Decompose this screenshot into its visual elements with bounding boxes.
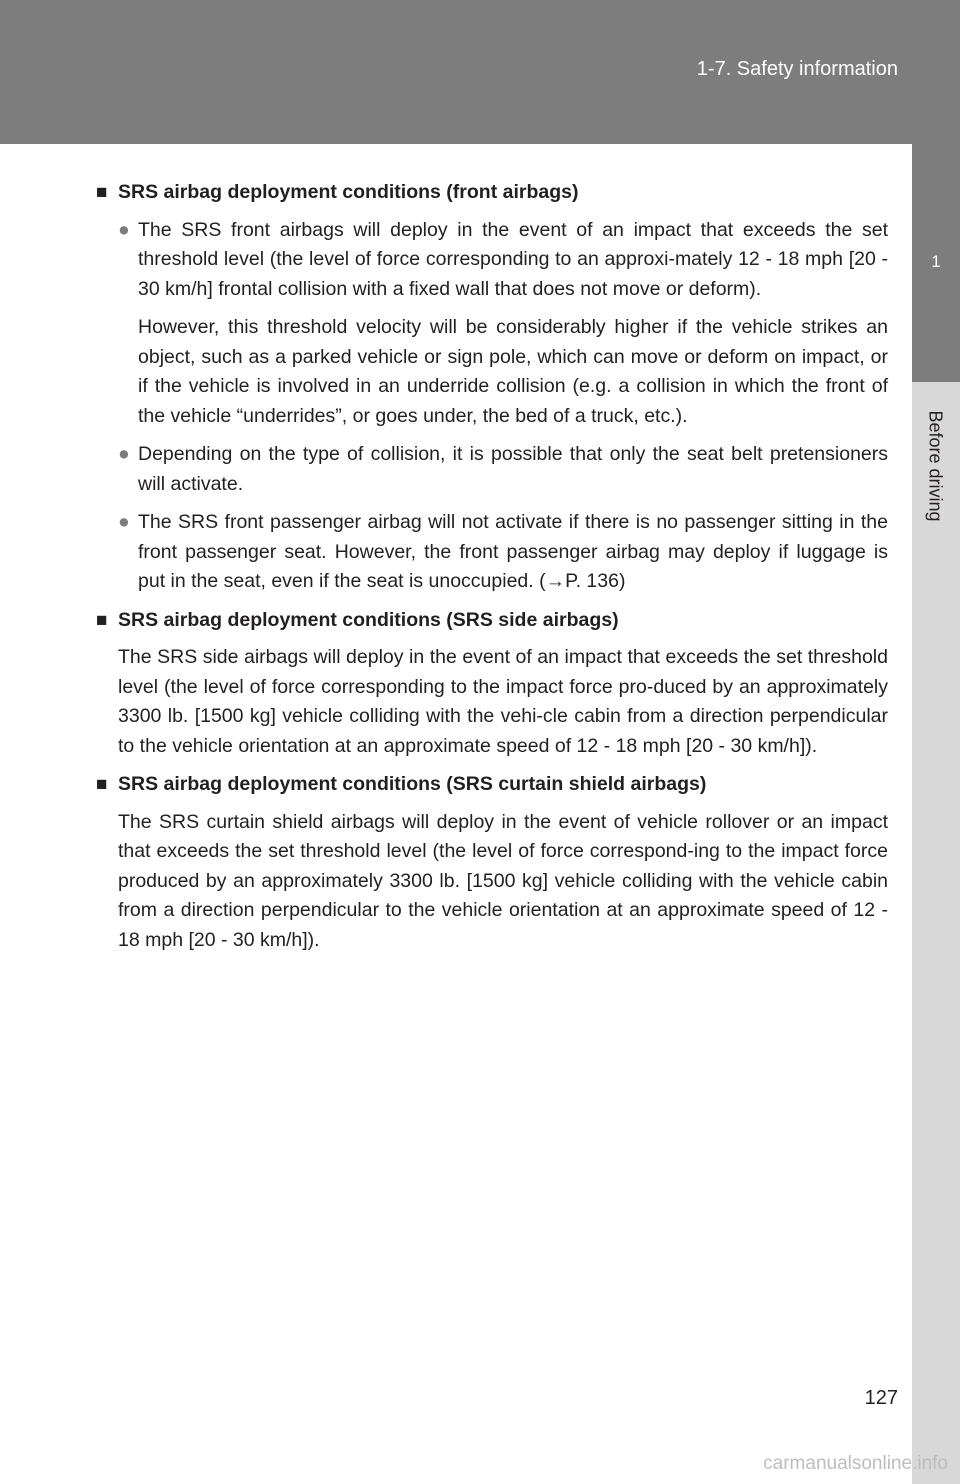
bullet-item [118, 508, 888, 597]
section-front-airbags [96, 178, 888, 597]
heading-text: SRS airbag deployment conditions (SRS curtain shield airbags) [118, 773, 707, 795]
bullet-item [118, 216, 888, 305]
bullet-item [118, 440, 888, 499]
page-header [0, 0, 960, 144]
bullet-text: Depending on the type of collision, it is possible that only the seat belt pretensioners will activate. [138, 443, 888, 495]
page-content [96, 178, 888, 964]
square-bullet-icon: ■ [96, 609, 108, 631]
bullet-continuation: However, this threshold velocity will be considerably higher if the vehicle strikes an object, such as a parked vehicle or sign pole, which can move or deform on impact, or if the vehicle is involved in an underride collision (e.g. a collision in which the front of the vehicle “underrides”, or goes under, the bed of a truck, etc.). [138, 316, 888, 427]
square-bullet-icon: ■ [96, 182, 108, 203]
section-heading [96, 178, 888, 208]
circle-bullet-icon: ● [118, 218, 130, 241]
bullet-text: The SRS front airbags will deploy in the event of an impact that exceeds the set threshold level (the level of force corresponding to an approxi-mately 12 - 18 mph [20 - 30 km/h] frontal collision with a fixed wall that does not move or deform). [138, 218, 888, 300]
chapter-label: Before driving [925, 410, 946, 522]
section-body: The SRS side airbags will deploy in the event of an impact that exceeds the set threshold level (the level of force corresponding to the impact force pro-duced by an approximately 3300 lb. [1500 kg] vehicle colliding with the vehi-cle cabin from a direction perpendicular to the vehicle orientation at an approximate speed of 12 - 18 mph [20 - 30 km/h]). [118, 646, 888, 757]
chapter-number: 1 [931, 252, 941, 271]
bullet-text: The SRS front passenger airbag will not activate if there is no passenger sitting in the front passenger seat. However, the front passenger airbag may deploy if luggage is put in the seat, even if the seat is unoccupied. (→P. 136) [138, 511, 888, 592]
section-heading [96, 770, 888, 800]
section-curtain-airbags [96, 770, 888, 955]
chapter-tab [912, 144, 960, 382]
chapter-strip [912, 382, 960, 1484]
section-title: 1-7. Safety information [696, 58, 898, 80]
section-heading [96, 606, 888, 636]
square-bullet-icon: ■ [96, 774, 108, 795]
circle-bullet-icon: ● [118, 511, 130, 533]
page-number: 127 [864, 1387, 898, 1409]
circle-bullet-icon: ● [118, 443, 130, 465]
watermark: carmanualsonline.info [763, 1453, 948, 1474]
heading-text: SRS airbag deployment conditions (SRS side airbags) [118, 608, 619, 631]
section-body: The SRS curtain shield airbags will deploy in the event of vehicle rollover or an impact that exceeds the set threshold level (the level of force correspond-ing to the impact force produced by an approximately 3300 lb. [1500 kg] vehicle colliding with the vehicle cabin from a direction perpendicular to the vehicle orientation at an approximate speed of 12 - 18 mph [20 - 30 km/h]). [118, 810, 888, 951]
section-side-airbags [96, 606, 888, 762]
heading-text: SRS airbag deployment conditions (front airbags) [118, 181, 579, 203]
